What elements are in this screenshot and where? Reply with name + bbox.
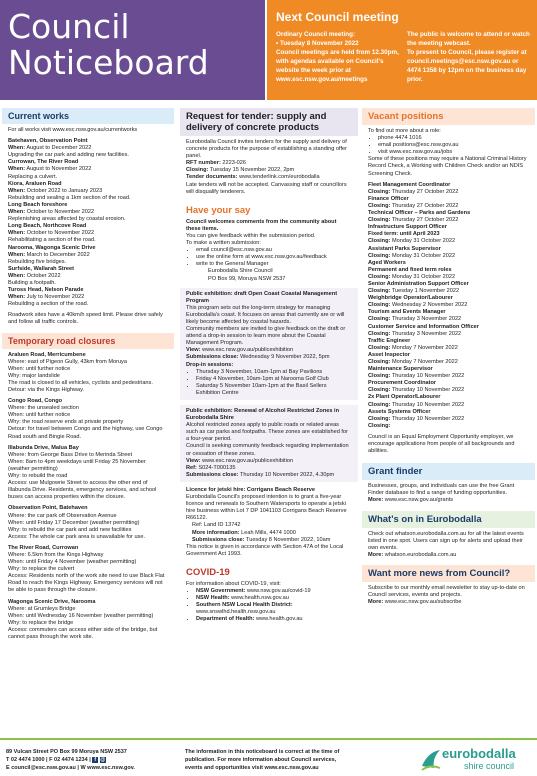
meeting-details: Ordinary Council meeting: • Tuesday 8 November 2022 Council meetings are held from 12.30pm, with agendas available on Council's website the week prior at www.esc.nsw.gov.au/meetings bbox=[276, 31, 399, 83]
have-your-say-body: Council welcomes comments from the community about these items. You can give feedback within the submission period. To make a written submission: • email council@esc.nsw.gov.au • use the online form at www.esc.nsw.gov.au/feedback • write to the General Manager Eurobodalla Shire Council PO Box 99, Moruya NSW 2537 bbox=[180, 219, 358, 283]
title-line-2: Noticeboard bbox=[8, 43, 209, 82]
road-closures-body: Araluen Road, Merricumbene Where: east of Pigeon Gully, 43km from Moruya When: until further notice Why: major landslide The road is closed to all vehicles, cyclists and pedestrians. Detour: via the Kings Highway. Congo Road, Congo Where: the unsealed section When: until further notice Why: the road reserve ends at private property Detour: for travel between Congo and the highway, use Congo Road south and Bingie Road. Illabunda Drive, Malua Bay Where: from George Bass Drive to Merinda Street When: 8am to 4pm weekdays until Friday 25 November (weather permitting) Why: to rebuild the road Access: use Mulgowrie Street to access the other end of Illabunda Drive. Residents, emergency services, and school buses can access properties within the closure. Observation Point, Batehaven Where: the car park off Observation Avenue When: until Friday 17 December (weather permitting) Why: to rebuild the car park and add new facilities Access: The whole car park area is unavailable for use. The River Road, Currowan Where: 6.5km from the Kings Highway When: until Friday 4 November (weather permitting) Why: to replace the culvert Access: Residents north of the work site need to use Black Flat Road to reach the Kings Highway. Emergency services will not be able to pass through the closure. Wagonga Scenic Drive, Narooma Where: at Grumleys Bridge When: until Wednesday 16 November (weather permitting) Why: to replace the bridge Access: commuters can access either side of the bridge, but cannot pass through the work site. bbox=[8, 351, 165, 640]
grant-finder-title: Grant finder bbox=[362, 463, 535, 480]
alcohol-zones-notice: Public exhibition: Renewal of Alcohol Restricted Zones in Eurobodalla Shire Alcohol restricted zones apply to public roads or related areas such as car parks and footpaths. These zones are established for a four-year period. Council is seeking community feedback regarding implementation or cessation of these zones. View: www.esc.nsw.gov.au/publicexhibition Ref: S024-T000135 Submissions close: Thursday 10 November 2022, 4.30pm bbox=[180, 405, 358, 482]
wave-logo-icon bbox=[420, 746, 442, 772]
footer-contact: 89 Vulcan Street PO Box 99 Moruya NSW 2537 T 02 4474 1000 | F 02 4474 1234 | f @ E council@esc.nsw.gov.au | W www.esc.nsw.gov. bbox=[6, 749, 135, 771]
road-closures-title: Temporary road closures bbox=[2, 333, 174, 349]
have-your-say-title: Have your say bbox=[186, 204, 251, 216]
header bbox=[0, 0, 537, 100]
meeting-banner bbox=[267, 0, 537, 100]
eurobodalla-news-title: What's on in Eurobodalla bbox=[362, 511, 535, 528]
eurobodalla-news-body: Check out whatson.eurobodalla.com.au for all the latest events listed in one spot. Users can sign up for alerts and upload their own events. More: whatson.eurobodalla.com.au bbox=[368, 530, 524, 558]
jetski-licence-notice: Licence for jetski hire: Corrigans Beach Reserve Eurobodalla Council's proposed intention is to grant a five-year licence and renewals to Southern Watersports to operate a jetski hire business within Lot 7 DP 1041103 Corrigans Beach Reserve R66122. Ref: Land ID 13742 More information: Leah Mills, 4474 1000 Submissions close: Tuesday 8 November 2022, 10am This notice is given in accordance with Section 47A of the Local Government Act 1993. bbox=[186, 486, 347, 557]
submission-methods: • email council@esc.nsw.gov.au • use the online form at www.esc.nsw.gov.au/feedback • write to the General Manager bbox=[186, 247, 352, 268]
tender-body: Eurobodalla Council invites tenders for the supply and delivery of concrete products for the purpose of establishing a standing offer panel. RFT number: 2223-026 Closing: Tuesday 15 November 2022, 2pm Tender documents: www.tenderlink.com/eurobodalla Late tenders will not be accepted. Canvassing staff or councillors will disqualify tenderers. bbox=[186, 139, 347, 195]
column-1 bbox=[2, 108, 174, 641]
column-2 bbox=[180, 108, 358, 623]
meeting-heading: Next Council meeting bbox=[276, 10, 399, 24]
covid-title: COVID-19 bbox=[186, 566, 230, 578]
current-works-title: Current works bbox=[2, 108, 174, 124]
grant-finder-body: Businesses, groups, and individuals can use the free Grant Finder database to find a range of funding opportunities. More: www.esc.nsw.gov.au/grants bbox=[368, 483, 515, 504]
covid-body: For information about COVID-19, visit: • NSW Government: www.nsw.gov.au/covid-19 • NSW Health: www.health.nsw.gov.au • Southern NSW Local Health District: www.snswlhd.health.nsw.gov.au • Department of Health: www.health.gov.au bbox=[180, 581, 358, 624]
title-banner bbox=[0, 0, 265, 100]
vacant-positions-title: Vacant positions bbox=[362, 108, 535, 125]
meeting-webcast-info: The public is welcome to attend or watch the meeting webcast. To present to Council, please register at council.meetings@esc.nsw.gov.au or 4474 1358 by 12pm on the business day prior. bbox=[407, 31, 530, 83]
vacant-positions-body: To find out more about a role: • phone 4474 1016 • email positions@esc.nsw.gov.au • visit www.esc.nsw.gov.au/jobs Some of these positions may require a National Criminal History Record Check, a Working with Children Check and/or an NDIS Screening Check. Fleet Management Coordinator Closing: Thursday 27 October 2022 Finance Officer Closing: Thursday 27 October 2022 Technical Officer – Parks and Gardens Closing: Thursday 27 October 2022 Infrastructure Support Officer Fixed term: until April 2023 Closing: Monday 31 October 2022 Assistant Parks Supervisor Closing: Monday 31 October 2022 Aged Workers Permanent and fixed term roles Closing: Monday 31 October 2022 Senior Administration Support Officer Closing: Tuesday 1 November 2022 Weighbridge Operator/Labourer Closing: Wednesday 2 November 2022 Tourism and Events Manager Closing: Thursday 3 November 2022 Customer Service and Information Officer Closing: Thursday 3 November 2022 Traffic Engineer Closing: Monday 7 November 2022 Asset Inspector Closing: Monday 7 November 2022 Maintenance Supervisor Closing: Thursday 10 November 2022 Procurement Coordinator Closing: Thursday 10 November 2022 2x Plant Operator/Labourer Closing: Thursday 10 November 2022 Assets Systems Officer Closing: Thursday 10 November 2022 Closing: Council is an Equal Employment Opportunity employer, we encourage applications from people of all backgrounds and abilities. bbox=[362, 128, 535, 455]
email-icon[interactable]: @ bbox=[100, 756, 106, 763]
column-3 bbox=[362, 108, 535, 606]
more-news-title: Want more news from Council? bbox=[362, 565, 535, 582]
title-line-1: Council bbox=[8, 7, 130, 46]
footer bbox=[0, 738, 537, 776]
footer-note: The information in this noticeboard is correct at the time of publication. For more information about Council services, events and opportunities visit www.esc.nsw.gov.au bbox=[185, 749, 340, 771]
eurobodalla-logo: eurobodalla shire council bbox=[420, 744, 532, 774]
tender-title: Request for tender: supply and delivery of concrete products bbox=[180, 108, 358, 136]
facebook-icon[interactable]: f bbox=[92, 757, 98, 763]
more-news-body: Subscribe to our monthly email newsletter to stay up-to-date on Council services, events and projects. More: www.esc.nsw.gov.au/subscribe bbox=[368, 584, 525, 606]
current-works-body: For all works visit www.esc.nsw.gov.au/currentworks Batehaven, Observation Point When: August to December 2022 Upgrading the car park and adding new facilities. Currowan, The River Road When: August to November 2022 Replacing a culvert. Kiora, Araluen Road When: October 2022 to January 2023 Rebuilding and sealing a 1km section of the road. Long Beach foreshore When: October to November 2022 Replenishing areas affected by coastal erosion. Long Beach, Northcove Road When: October to November 2022 Rehabilitating a section of the road. Narooma, Wagonga Scenic Drive When: March to December 2022 Rebuilding five bridges. Surfside, Wallarah Street When: October 2022 Building a footpath. Tuross Head, Nelson Parade When: July to November 2022 Rebuilding a section of the road. Roadwork sites have a 40km/h speed limit. Please drive safely and follow all traffic controls. bbox=[8, 127, 163, 326]
coastal-strategy-notice: Public exhibition: draft Open Coast Coastal Management Program This program sets out the long-term strategy for managing Eurobodalla's coast. It focuses on areas that currently are or will likely become affected by coastal hazards. Community members are invited to give feedback on the draft or attend a drop-in session to learn more about the Coastal Management Program. View: www.esc.nsw.gov.au/publicexhibition Submissions close: Wednesday 9 November 2022, 5pm Drop-in sessions: • Thursday 3 November, 10am-1pm at Bay Pavilions • Friday 4 November, 10am-1pm at Narooma Golf Club • Saturday 5 November 10am-1pm at the Basil Sellers Exhibition Centre bbox=[180, 288, 358, 400]
